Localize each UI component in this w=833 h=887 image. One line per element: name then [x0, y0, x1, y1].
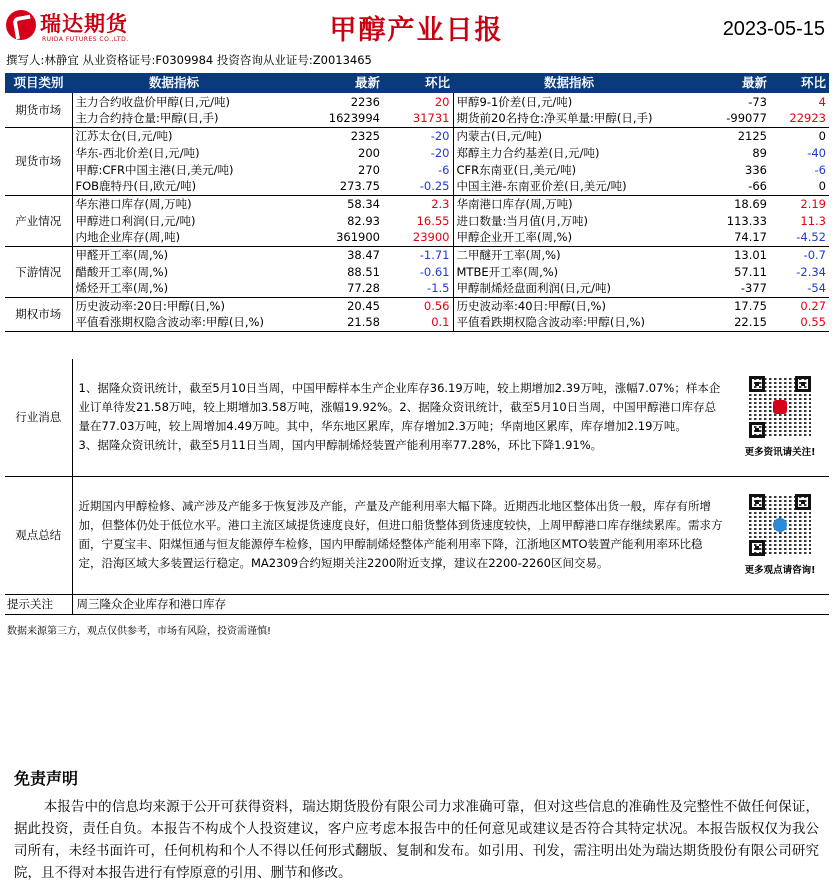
indicator-name-left: 历史波动率:20日:甲醇(日,%)	[75, 298, 225, 313]
indicator-name-left: 华东港口库存(周,万吨)	[75, 196, 192, 211]
latest-value-left: 361900	[276, 229, 383, 246]
view-row	[5, 476, 829, 594]
change-value-right: -4.52	[770, 229, 829, 246]
view-qr-logo-icon	[773, 518, 787, 532]
change-value-right: 0	[818, 128, 826, 143]
news-row	[5, 359, 829, 476]
change-value-right: -6	[814, 162, 826, 177]
col-header-indicator-right: 数据指标	[453, 73, 685, 93]
col-header-change-right: 环比	[770, 73, 829, 93]
news-qr-logo-icon	[773, 400, 787, 414]
latest-value-left: 200	[358, 145, 380, 160]
latest-value-right: 57.11	[734, 264, 767, 279]
category-cell: 现货市场	[5, 127, 72, 195]
indicator-name-right: 中国主港-东南亚价差(日,美元/吨)	[453, 178, 685, 195]
change-value-right: 4	[818, 94, 826, 109]
latest-value-right: 74.17	[685, 229, 770, 246]
indicator-name-right: 郑醇主力合约基差(日,元/吨)	[453, 144, 685, 161]
indicator-name-right: 历史波动率:40日:甲醇(日,%)	[453, 297, 685, 314]
source-note: 数据来源第三方，观点仅供参考，市场有风险，投资需谨慎!	[7, 626, 272, 637]
change-value-right: 22923	[770, 110, 829, 127]
change-value-right: -0.7	[803, 247, 826, 262]
category-cell: 期货市场	[5, 93, 72, 127]
tip-row	[5, 594, 829, 614]
category-cell: 下游情况	[5, 246, 72, 297]
change-value-right: -40	[807, 145, 826, 160]
logo-english-name: RUIDA FUTURES CO.,LTD.	[42, 36, 129, 43]
indicator-name-right: 内蒙古(日,元/吨)	[453, 127, 685, 144]
indicator-name-right: 平值看跌期权隐含波动率:甲醇(日,%)	[453, 314, 685, 331]
indicator-name-left: 主力合约收盘价甲醇(日,元/吨)	[75, 94, 231, 109]
col-header-latest-right: 最新	[685, 73, 770, 93]
news-paragraph-1: 1、据隆众资讯统计，截至5月10日当周，中国甲醇样本生产企业库存36.19万吨，较上期增加2.39万吨，涨幅7.07%；样本企业订单待发21.58万吨，较上期增加3.58万吨，涨幅19.92%。2、据隆众资讯统计，截至5月10日当周，中国甲醇港口库存总量在77.03万吨，较上周增加4.49万吨。其中，华东地区累库，库存增加2.3万吨；华南地区累库，库存增加2.19万吨。	[78, 381, 721, 434]
view-label: 观点总结	[5, 476, 72, 594]
indicator-name-left: 内地企业库存(周,吨)	[72, 229, 276, 246]
change-value-left: -1.71	[419, 247, 450, 262]
latest-value-right: 13.01	[734, 247, 767, 262]
indicator-name-right: 甲醇企业开工率(周,%)	[453, 229, 685, 246]
change-value-right: 0.27	[800, 298, 826, 313]
table-header-row	[5, 73, 829, 93]
category-cell: 期权市场	[5, 297, 72, 331]
indicator-name-right: 期货前20名持仓:净买单量:甲醇(日,手)	[453, 110, 685, 127]
author-line: 撰写人:林静宜 从业资格证号:F0309984 投资咨询从业证号:Z0013465	[6, 53, 372, 67]
indicator-name-left: 江苏太仓(日,元/吨)	[75, 128, 173, 143]
disclaimer-text: 本报告中的信息均来源于公开可获得资料，瑞达期货股份有限公司力求准确可靠，但对这些信息的准确性及完整性不做任何保证，据此投资，责任自负。本报告不构成个人投资建议，客户应考虑本报告中的任何意见或建议是否符合其特定状况。本报告版权仅为我公司所有，未经书面许可，任何机构和个人不得以任何形式翻版、复制和发布。如引用、刊发，需注明出处为瑞达期货股份有限公司研究院，且不得对本报告进行有悖原意的引用、删节和修改。	[14, 799, 819, 881]
change-value-left: -20	[430, 145, 450, 160]
change-value-left: -0.61	[419, 264, 450, 279]
latest-value-right: 2125	[737, 128, 767, 143]
indicator-name-right: 二甲醚开工率(周,%)	[453, 246, 685, 263]
change-value-right: 11.3	[800, 213, 826, 228]
table-row	[5, 280, 829, 297]
report-header	[0, 0, 833, 52]
latest-value-right: -66	[685, 178, 770, 195]
report-date: 2023-05-15	[722, 18, 825, 40]
table-row	[5, 212, 829, 229]
change-value-left: 16.55	[416, 213, 450, 228]
indicator-name-left: 主力合约持仓量:甲醇(日,手)	[72, 110, 276, 127]
latest-value-right: 113.33	[726, 213, 767, 228]
table-row	[5, 110, 829, 127]
latest-value-left: 2236	[350, 94, 380, 109]
latest-value-left: 20.45	[347, 298, 380, 313]
table-row	[5, 127, 829, 144]
disclaimer-title: 免责声明	[14, 769, 79, 788]
table-row	[5, 178, 829, 195]
table-row	[5, 229, 829, 246]
change-value-right: 0.55	[770, 314, 829, 331]
news-text	[72, 359, 731, 476]
table-row	[5, 195, 829, 212]
table-row	[5, 93, 829, 110]
news-label: 行业消息	[5, 359, 72, 476]
latest-value-left: 58.34	[347, 196, 380, 211]
latest-value-right: 89	[752, 145, 767, 160]
change-value-left: 23900	[383, 229, 453, 246]
change-value-right: 2.19	[800, 196, 826, 211]
change-value-left: 0.56	[423, 298, 450, 313]
table-row	[5, 144, 829, 161]
latest-value-left: 38.47	[347, 247, 380, 262]
change-value-right: -54	[770, 280, 829, 297]
indicator-name-left: 甲醛开工率(周,%)	[75, 247, 169, 262]
table-row	[5, 297, 829, 314]
change-value-left: -1.5	[383, 280, 453, 297]
col-header-latest-left: 最新	[276, 73, 383, 93]
change-value-left: -6	[438, 162, 450, 177]
col-header-change-left: 环比	[383, 73, 453, 93]
indicator-name-left: 甲醇进口利润(日,元/吨)	[75, 213, 196, 228]
view-qr-code-icon	[749, 494, 811, 556]
indicator-name-right: 进口数量:当月值(月,万吨)	[453, 212, 685, 229]
indicator-table	[5, 73, 829, 332]
news-qr-code-icon	[749, 376, 811, 438]
latest-value-left: 1623994	[276, 110, 383, 127]
latest-value-left: 2325	[350, 128, 380, 143]
tip-table	[5, 594, 829, 615]
latest-value-right: -99077	[685, 110, 770, 127]
news-qr-caption: 更多资讯请关注!	[744, 447, 816, 459]
logo-name: 瑞达期货	[40, 12, 128, 36]
change-value-left: 2.3	[431, 196, 450, 211]
table-row	[5, 263, 829, 280]
indicator-name-right: 甲醇制烯烃盘面利润(日,元/吨)	[453, 280, 685, 297]
view-text: 近期国内甲醇检修、减产涉及产能多于恢复涉及产能，产量及产能利用率大幅下降。近期西北地区整体出货一般，库存有所增加，但整体仍处于低位水平。港口主流区域提货速度良好，但进口船货整体到货速度较快，上周甲醇港口库存继续累库。需求方面，宁夏宝丰、阳煤恒通与恒友能源停车检修，国内甲醇制烯烃整体产能利用率下降，江浙地区MTO装置产能利用率环比稳定，沿海区域大多装置运行稳定。MA2309合约短期关注2200附近支撑，建议在2200-2260区间交易。	[72, 476, 731, 594]
indicator-name-right: 华南港口库存(周,万吨)	[453, 195, 685, 212]
latest-value-left: 273.75	[276, 178, 383, 195]
latest-value-right: 17.75	[734, 298, 767, 313]
col-header-indicator-left: 数据指标	[72, 73, 276, 93]
change-value-left: -20	[430, 128, 450, 143]
latest-value-left: 82.93	[347, 213, 380, 228]
table-row	[5, 161, 829, 178]
latest-value-right: 22.15	[685, 314, 770, 331]
tip-text: 周三隆众企业库存和港口库存	[72, 594, 829, 614]
indicator-table-body	[5, 93, 829, 331]
table-row	[5, 314, 829, 331]
latest-value-right: -73	[748, 94, 767, 109]
change-value-left: 20	[434, 94, 450, 109]
view-qr-caption: 更多观点请咨询!	[744, 565, 816, 576]
change-value-left: 0.1	[383, 314, 453, 331]
latest-value-right: 18.69	[734, 196, 767, 211]
commentary-table	[5, 359, 829, 595]
latest-value-left: 270	[358, 162, 380, 177]
change-value-left: 31731	[383, 110, 453, 127]
latest-value-left: 21.58	[276, 314, 383, 331]
category-cell: 产业情况	[5, 195, 72, 246]
report-title: 甲醇产业日报	[329, 15, 504, 46]
indicator-name-left: 华东-西北价差(日,元/吨)	[75, 145, 200, 160]
view-qr-cell	[731, 476, 829, 594]
indicator-name-left: 醋酸开工率(周,%)	[75, 264, 169, 279]
latest-value-right: -377	[685, 280, 770, 297]
change-value-right: 0	[770, 178, 829, 195]
table-row	[5, 246, 829, 263]
indicator-name-right: 甲醇9-1价差(日,元/吨)	[453, 93, 685, 110]
latest-value-left: 88.51	[347, 264, 380, 279]
latest-value-left: 77.28	[276, 280, 383, 297]
indicator-name-left: 甲醇:CFR中国主港(日,美元/吨)	[75, 162, 234, 177]
latest-value-right: 336	[745, 162, 767, 177]
indicator-name-left: 烯烃开工率(周,%)	[72, 280, 276, 297]
col-header-category: 项目类别	[5, 73, 72, 93]
change-value-left: -0.25	[383, 178, 453, 195]
news-paragraph-2: 3、据隆众资讯统计，截至5月11日当周，国内甲醇制烯烃装置产能利用率77.28%，环比下降1.91%。	[78, 438, 603, 453]
tip-label: 提示关注	[5, 594, 72, 614]
news-qr-cell	[731, 359, 829, 476]
indicator-name-left: FOB鹿特丹(日,欧元/吨)	[72, 178, 276, 195]
indicator-name-right: CFR东南亚(日,美元/吨)	[453, 161, 685, 178]
indicator-name-right: MTBE开工率(周,%)	[453, 263, 685, 280]
change-value-right: -2.34	[796, 264, 826, 279]
indicator-name-left: 平值看涨期权隐含波动率:甲醇(日,%)	[72, 314, 276, 331]
